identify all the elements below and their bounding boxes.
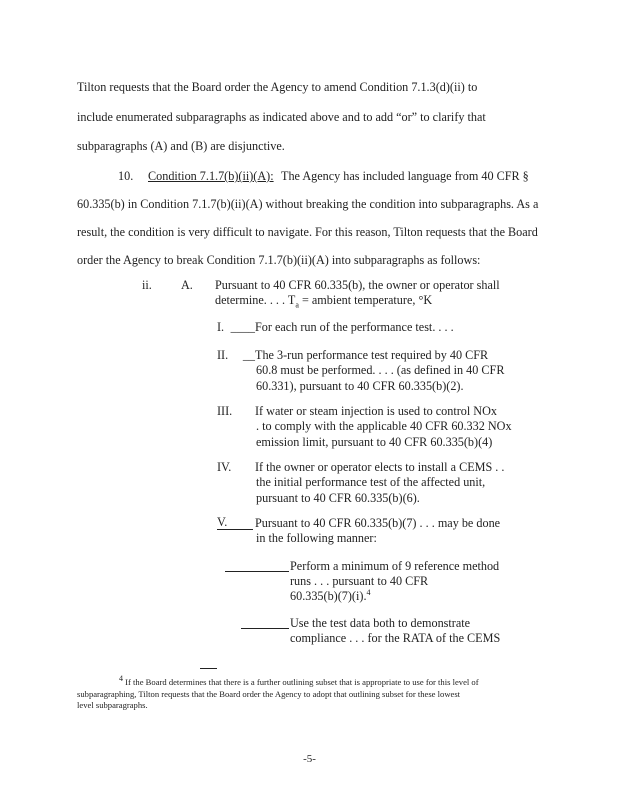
body-line: Tilton requests that the Board order the Agency to amend Condition 7.1.3(d)(ii) to (77, 80, 478, 94)
outline-text (242, 348, 489, 362)
outline-item-label: II. (217, 348, 229, 362)
footnote-separator (200, 668, 217, 669)
outline-text: Pursuant to 40 CFR 60.335(b), the owner or operator shall (215, 278, 500, 292)
outline-text-span: The 3-run performance test required by 40 CFR (255, 348, 489, 362)
outline-text: . to comply with the applicable 40 CFR 60.332 NOx (256, 419, 512, 434)
outline-item-label: IV. (217, 460, 232, 474)
outline-text: in the following manner: (256, 531, 377, 546)
paragraph-number: 10. (118, 169, 134, 183)
outline-text: If water or steam injection is used to control NOx (255, 404, 497, 418)
body-line: order the Agency to break Condition 7.1.7(b)(ii)(A) into subparagraphs as follows: (77, 253, 481, 267)
outline-text: Use the test data both to demonstrate (290, 616, 471, 630)
outline-text: compliance . . . for the RATA of the CEMS (290, 631, 501, 645)
footnote-line: $^4$ If the Board determines that there is a further outlining subset that is appropriate to use for this level of (119, 674, 479, 687)
outline-text (230, 320, 454, 334)
footnote-line: level subparagraphs. (77, 700, 148, 710)
outline-text: 60.8 must be performed. . . . (as defined in 40 CFR (256, 363, 505, 378)
outline-text-span: For each run of the performance test. . . . (255, 320, 454, 334)
outline-text: the initial performance test of the affected unit, (256, 475, 486, 490)
outline-item-label: V. (217, 516, 253, 530)
body-line: include enumerated subparagraphs as indicated above and to add “or” to clarify that (77, 110, 486, 124)
outline-text: runs . . . pursuant to 40 CFR (290, 574, 429, 588)
outline-text: 60.331), pursuant to 40 CFR 60.335(b)(2). (256, 378, 464, 393)
page-number: -5- (303, 753, 316, 765)
body-line: result, the condition is very difficult to navigate. For this reason, Tilton requests that the Board (77, 225, 538, 239)
footnote-ref: 4 (366, 587, 371, 597)
outline-item-label: III. (217, 404, 233, 418)
footnote-line: subparagraphing, Tilton requests that the Board order the Agency to adopt that outlining subset for these lowest (77, 689, 461, 699)
outline-text: 60.335(b)(7)(i).$^4$ (290, 587, 371, 603)
outline-label-ii: ii. (142, 278, 152, 292)
outline-text: If the owner or operator elects to install a CEMS . . (255, 460, 505, 474)
outline-text: Perform a minimum of 9 reference method (290, 559, 500, 573)
outline-item-label: I. (217, 320, 225, 334)
body-line: 60.335(b) in Condition 7.1.7(b)(ii)(A) without breaking the condition into subparagraphs. As a (77, 197, 539, 211)
outline-text: Pursuant to 40 CFR 60.335(b)(7) . . . may be done (255, 516, 501, 530)
blank-line (241, 628, 289, 629)
outline-text: emission limit, pursuant to 40 CFR 60.335(b)(4) (256, 434, 493, 449)
paragraph-heading: Condition 7.1.7(b)(ii)(A): (148, 169, 274, 183)
outline-label-a: A. (181, 278, 193, 292)
outline-text: determine. . . . $T_a$ = ambient temperature, °K (215, 293, 433, 310)
blank-line: __ (242, 348, 255, 362)
body-line: subparagraphs (A) and (B) are disjunctive. (77, 139, 285, 153)
blank-line: ____ (230, 320, 255, 334)
blank-line (225, 571, 289, 572)
body-line: The Agency has included language from 40 CFR § (281, 169, 529, 183)
outline-text: pursuant to 40 CFR 60.335(b)(6). (256, 490, 420, 505)
